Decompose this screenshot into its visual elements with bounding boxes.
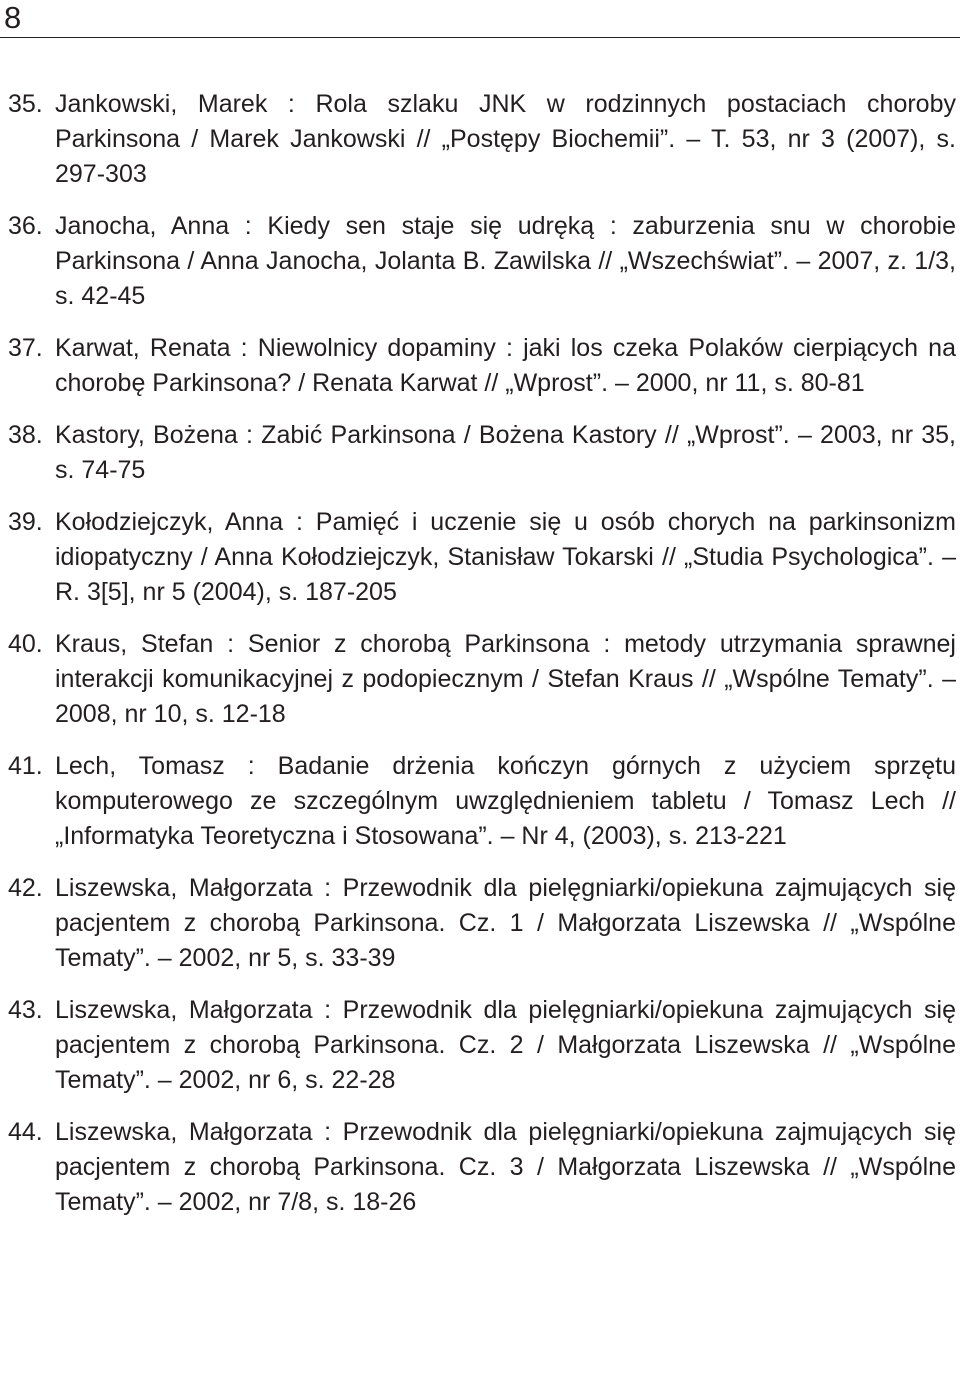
entry-number: 36. [8,212,43,240]
header-rule [0,37,960,38]
bibliography-list [8,87,956,1237]
entry-text: Liszewska, Małgorzata : Przewodnik dla pielęgniarki/opiekuna zajmujących się pacjentem z chorobą Parkinsona. Cz. 3 / Małgorzata Liszewska // „Wspólne Tematy”. – 2002, nr 7/8, s. 18-26 [55,1118,956,1216]
bibliography-entry [8,627,956,732]
entry-text: Liszewska, Małgorzata : Przewodnik dla pielęgniarki/opiekuna zajmujących się pacjentem z chorobą Parkinsona. Cz. 2 / Małgorzata Liszewska // „Wspólne Tematy”. – 2002, nr 6, s. 22-28 [55,996,956,1094]
bibliography-entry [8,209,956,314]
bibliography-entry [8,993,956,1098]
entry-number: 43. [8,996,43,1024]
bibliography-entry [8,505,956,610]
entry-number: 44. [8,1118,43,1146]
entry-number: 41. [8,752,43,780]
bibliography-entry [8,871,956,976]
entry-number: 39. [8,508,43,536]
entry-number: 38. [8,421,43,449]
entry-text: Kastory, Bożena : Zabić Parkinsona / Bożena Kastory // „Wprost”. – 2003, nr 35, s. 74-75 [55,421,956,484]
entry-text: Kraus, Stefan : Senior z chorobą Parkinsona : metody utrzymania sprawnej interakcji komunikacyjnej z podopiecznym / Stefan Kraus // „Wspólne Tematy”. – 2008, nr 10, s. 12-18 [55,630,956,728]
bibliography-entry [8,87,956,192]
bibliography-entry [8,1115,956,1220]
entry-text: Liszewska, Małgorzata : Przewodnik dla pielęgniarki/opiekuna zajmujących się pacjentem z chorobą Parkinsona. Cz. 1 / Małgorzata Liszewska // „Wspólne Tematy”. – 2002, nr 5, s. 33-39 [55,874,956,972]
entry-text: Lech, Tomasz : Badanie drżenia kończyn górnych z użyciem sprzętu komputerowego ze szczególnym uwzględnieniem tabletu / Tomasz Lech // „Informatyka Teoretyczna i Stosowana”. – Nr 4, (2003), s. 213-221 [55,752,956,850]
entry-number: 37. [8,334,43,362]
entry-number: 35. [8,90,43,118]
page-number: 8 [4,0,22,35]
entry-text: Karwat, Renata : Niewolnicy dopaminy : jaki los czeka Polaków cierpiących na chorobę Parkinsona? / Renata Karwat // „Wprost”. – 2000, nr 11, s. 80-81 [55,334,956,397]
bibliography-entry [8,749,956,854]
bibliography-entry [8,418,956,488]
entry-number: 40. [8,630,43,658]
bibliography-entry [8,331,956,401]
entry-text: Kołodziejczyk, Anna : Pamięć i uczenie się u osób chorych na parkinsonizm idiopatyczny / Anna Kołodziejczyk, Stanisław Tokarski // „Studia Psychologica”. – R. 3[5], nr 5 (2004), s. 187-205 [55,508,956,606]
entry-text: Janocha, Anna : Kiedy sen staje się udręką : zaburzenia snu w chorobie Parkinsona / Anna Janocha, Jolanta B. Zawilska // „Wszechświat”. – 2007, z. 1/3, s. 42-45 [55,212,956,310]
entry-text: Jankowski, Marek : Rola szlaku JNK w rodzinnych postaciach choroby Parkinsona / Marek Jankowski // „Postępy Biochemii”. – T. 53, nr 3 (2007), s. 297-303 [55,90,956,188]
entry-number: 42. [8,874,43,902]
